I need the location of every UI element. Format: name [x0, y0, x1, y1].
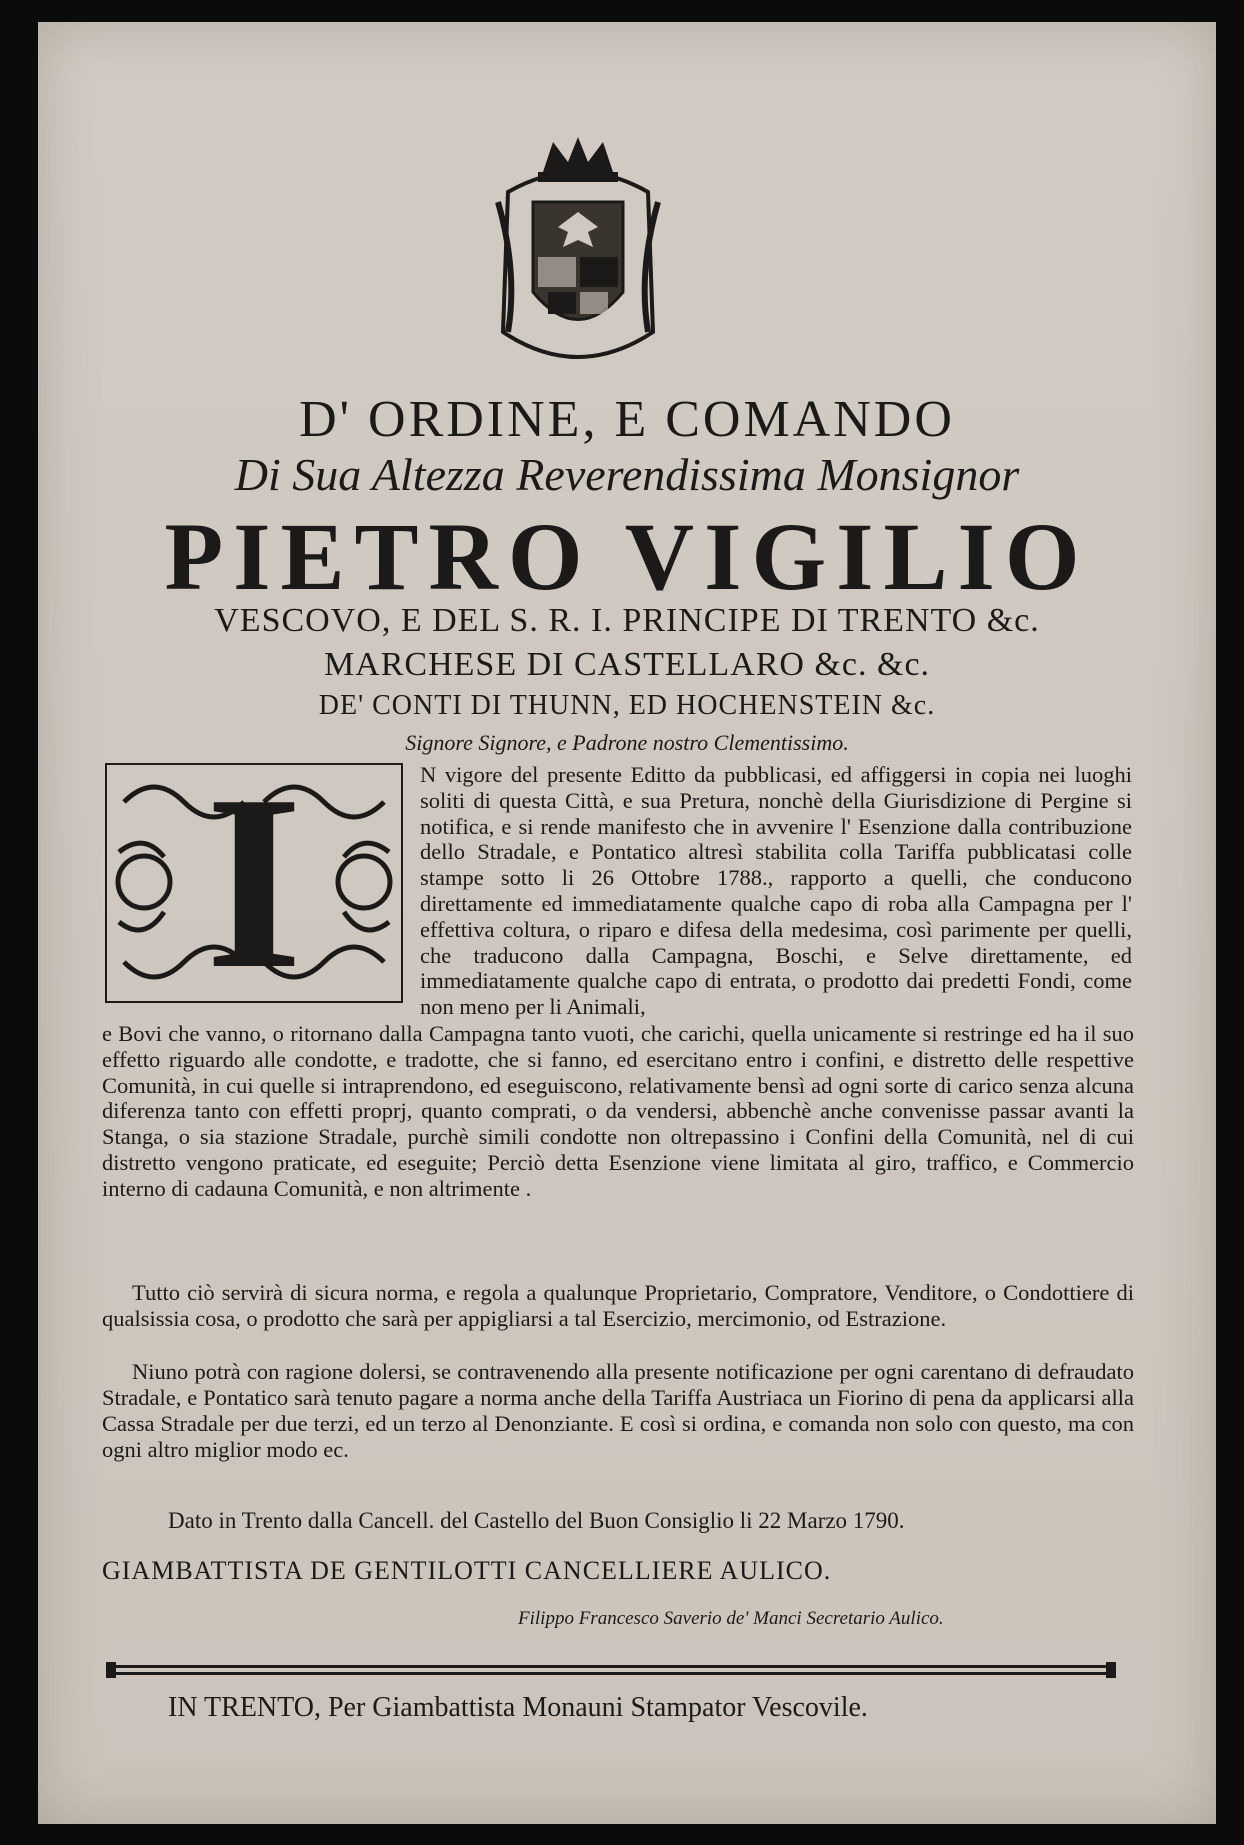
heading-name: PIETRO VIGILIO — [164, 503, 1090, 610]
heading-title-bishop: VESCOVO, E DEL S. R. I. PRINCIPE DI TRENTO &c. — [214, 602, 1040, 639]
date-line: Dato in Trento dalla Cancell. del Castello del Buon Consiglio li 22 Marzo 1790. — [168, 1508, 905, 1533]
heading-highness: Di Sua Altezza Reverendissima Monsignor — [234, 449, 1020, 500]
edict-paragraph-2: Tutto ciò servirà di sicura norma, e regola a qualunque Proprietario, Compratore, Venditore, o Condottiere di qualsissia cosa, o prodotto che sarà per appigliarsi a tal Esercizio, mercimonio, od Estrazione. — [102, 1280, 1134, 1331]
edict-paragraph-1-rest: e Bovi che vanno, o ritornano dalla Campagna tanto vuoti, che carichi, quella unicamente si restringe ed ha il suo effetto riguardo alle condotte, e tradotte, che si fanno, ed esercitano entro i confini, e distretto delle respettive Comunità, in cui quelle si intraprendono, ed eseguiscono, relativamente bensì ad ogni sorte di carico senza alcuna diferenza tanto con effetti proprj, quanto comprati, o da vendersi, abbenchè anche convenisse passar avanti la Stanga, o sia stazione Stradale, purchè simili condotte non oltrepassino i Confini della Comunità, nel di cui distretto vengono praticate, ed eseguite; Perciò detta Esenzione viene limitata al giro, traffico, e Commercio interno di cadauna Comunità, e non altrimente . — [102, 1021, 1134, 1201]
heading-order: D' ORDINE, E COMANDO — [299, 391, 955, 448]
edict-sheet — [38, 22, 1216, 1824]
edict-paragraph-3: Niuno potrà con ragione dolersi, se contravenendo alla presente notificazione per ogni carentano di defraudato Stradale, e Pontatico sarà tenuto pagare a norma anche della Tariffa Austriaca un Fiorino di pena da applicarsi alla Cassa Stradale per due terzi, ed un terzo al Denonziante. E così si ordina, e comanda non solo con questo, ma con ogni altro miglior modo ec. — [102, 1359, 1134, 1462]
coat-of-arms-icon — [488, 132, 668, 382]
initial-letter: I — [205, 744, 303, 1021]
heading-title-counts: DE' CONTI DI THUNN, ED HOCHENSTEIN &c. — [318, 690, 936, 721]
ornamental-rule — [106, 1662, 1116, 1678]
heading-title-marquis: MARCHESE DI CASTELLARO &c. &c. — [323, 646, 931, 683]
printer-imprint: IN TRENTO, Per Giambattista Monauni Stampator Vescovile. — [168, 1692, 868, 1723]
secretary-signature: Filippo Francesco Saverio de' Manci Secretario Aulico. — [518, 1608, 944, 1629]
heading-lord: Signore Signore, e Padrone nostro Clementissimo. — [405, 730, 849, 755]
decorative-initial — [104, 744, 404, 1021]
edict-paragraph-1-top: N vigore del presente Editto da pubblicasi, ed affiggersi in copia nei luoghi soliti di questa Città, e sua Pretura, nonchè della Giurisdizione di Pergine si notifica, e si rende manifesto che in avvenire l' Esenzione dalla contribuzione dello Stradale, e Pontatico altresì stabilita colla Tariffa pubblicatasi colle stampe sotto li 26 Ottobre 1788., rapporto a quelli, che conducono direttamente ed immediatamente qualche capo di roba alla Campagna per l' effettiva coltura, o riparo e difesa della medesima, così parimente per quelli, che traducono dalla Campagna, Boschi, e Selve direttamente, ed immediatamente qualche capo di entrata, o prodotto dai predetti Fondi, come non meno per li Animali, — [420, 762, 1132, 1020]
chancellor-signature: GIAMBATTISTA DE GENTILOTTI CANCELLIERE AULICO. — [102, 1556, 832, 1585]
